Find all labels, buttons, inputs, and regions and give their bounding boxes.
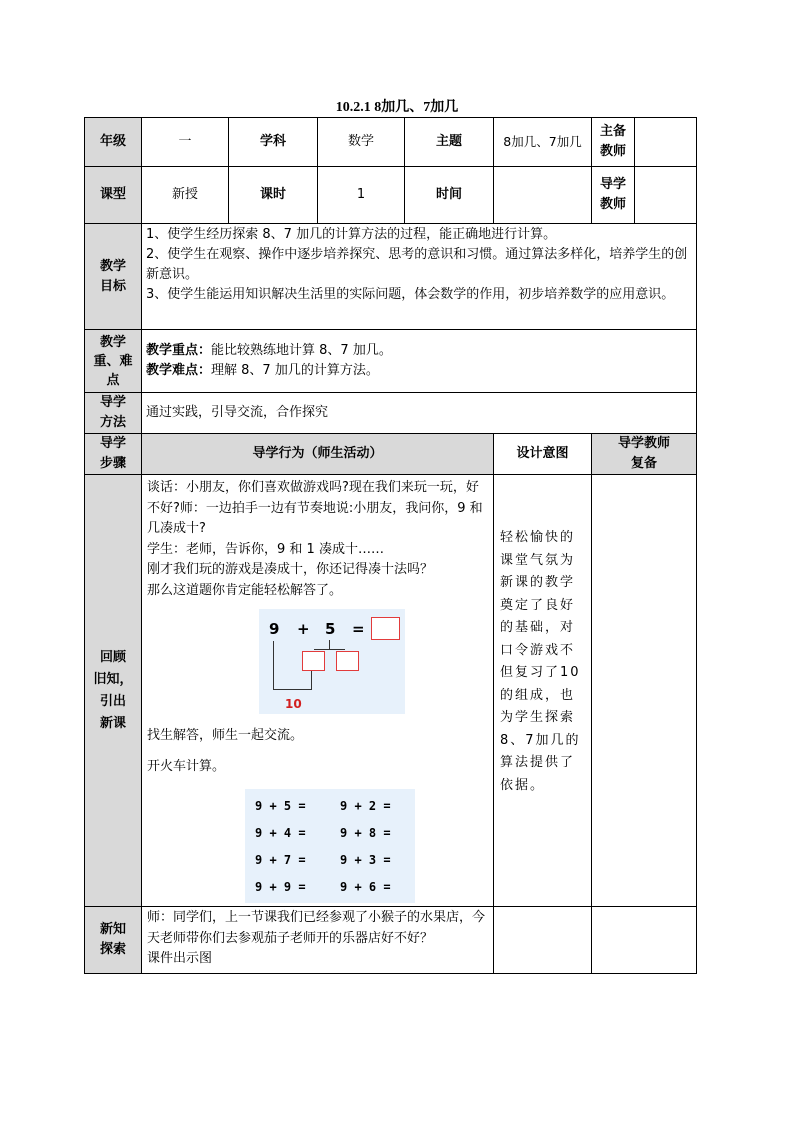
review-line: 谈话：小朋友，你们喜欢做游戏吗?现在我们来玩一玩，好不好?师：一边拍手一边有节奏地说:小朋友，我问你，9 和几凑成十? <box>147 480 483 536</box>
intent-header: 设计意图 <box>494 434 592 475</box>
document-title: 10.2.1 8加几、7加几 <box>335 100 459 115</box>
goal-item: 2、使学生在观察、操作中逐步培养探究、思考的意识和习惯。通过算法多样化，培养学生的创新意识。 <box>146 247 688 282</box>
answer-box <box>371 617 400 640</box>
class-hours-value: 1 <box>318 167 405 224</box>
exercise-item: 9 + 7 = <box>255 852 306 867</box>
newknow-activity <box>142 907 494 974</box>
activity-header: 导学行为（师生活动） <box>142 434 494 475</box>
class-hours-label: 课时 <box>229 167 318 224</box>
grade-label: 年级 <box>85 118 142 167</box>
exercise-row <box>245 873 415 900</box>
newknow-line: 课件出示图 <box>147 951 213 966</box>
split-line <box>314 649 345 650</box>
review-line: 刚才我们玩的游戏是凑成十，你还记得凑十法吗？ <box>147 562 434 577</box>
goals-label: 教学 目标 <box>85 224 142 330</box>
guide-teacher-value <box>635 167 697 224</box>
lead-teacher-value <box>635 118 697 167</box>
exercise-item: 9 + 3 = <box>340 852 391 867</box>
addend-a: 9 <box>269 620 280 638</box>
bracket-line <box>273 689 311 690</box>
focus-label: 教学重点： <box>146 343 212 358</box>
bracket-line <box>273 641 274 689</box>
review-row <box>85 475 697 907</box>
exercise-item: 9 + 2 = <box>340 798 391 813</box>
subject-label: 学科 <box>229 118 318 167</box>
train-exercise <box>245 789 415 903</box>
goal-item: 3、使学生能运用知识解决生活里的实际问题，体会数学的作用，初步培养数学的应用意识。 <box>146 287 675 302</box>
difficulty-text: 理解 8、7 加几的计算方法。 <box>211 363 379 378</box>
equals-sign: = <box>352 620 365 638</box>
info-row-1 <box>85 118 697 167</box>
exercise-row <box>245 846 415 873</box>
time-value <box>494 167 592 224</box>
lead-teacher-label: 主备 教师 <box>592 118 635 167</box>
exercise-item: 9 + 6 = <box>340 879 391 894</box>
review-line: 学生：老师，告诉你，9 和 1 凑成十…… <box>147 541 384 557</box>
keypoints-content <box>142 330 697 393</box>
time-label: 时间 <box>405 167 494 224</box>
focus-text: 能比较熟练地计算 8、7 加几。 <box>211 343 392 358</box>
exercise-row <box>245 819 415 846</box>
method-row <box>85 393 697 434</box>
review-line: 开火车计算。 <box>147 758 226 774</box>
addend-b: 5 <box>325 620 336 638</box>
topic-label: 主题 <box>405 118 494 167</box>
keypoints-label: 教学 重、难 点 <box>85 330 142 393</box>
newknow-row <box>85 907 697 974</box>
review-reprep <box>592 475 697 907</box>
exercise-item: 9 + 5 = <box>255 798 306 813</box>
lesson-plan-table <box>84 117 697 974</box>
newknow-reprep <box>592 907 697 974</box>
newknow-label: 新知 探索 <box>85 907 142 974</box>
lesson-type-value: 新授 <box>142 167 229 224</box>
review-label: 回顾 旧知， 引出 新课 <box>85 475 142 907</box>
goals-row <box>85 224 697 330</box>
review-activity <box>142 475 494 907</box>
guide-teacher-label: 导学 教师 <box>592 167 635 224</box>
exercise-item: 9 + 4 = <box>255 825 306 840</box>
plus-sign: + <box>297 620 310 638</box>
exercise-row <box>245 792 415 819</box>
review-intent: 轻松愉快的课堂气氛为新课的教学奠定了良好的基础，对口令游戏不但复习了10的组成，也为学生探索 8、7加几的算法提供了依据。 <box>494 475 592 907</box>
difficulty-label: 教学难点： <box>146 363 212 378</box>
goals-content <box>142 224 697 330</box>
reprep-header: 导学教师 复备 <box>592 434 697 475</box>
make-ten-diagram <box>259 609 405 714</box>
keypoints-row <box>85 330 697 393</box>
exercise-item: 9 + 8 = <box>340 825 391 840</box>
method-text: 通过实践，引导交流，合作探究 <box>142 393 697 434</box>
steps-label: 导学 步骤 <box>85 434 142 475</box>
grade-value: 一 <box>142 118 229 167</box>
topic-value: 8加几、7加几 <box>494 118 592 167</box>
steps-header-row <box>85 434 697 475</box>
ten-label: 10 <box>285 697 302 711</box>
split-box-left <box>302 651 325 671</box>
lesson-type-label: 课型 <box>85 167 142 224</box>
subject-value: 数学 <box>318 118 405 167</box>
review-line: 找生解答，师生一起交流。 <box>147 728 304 743</box>
newknow-line: 师：同学们，上一节课我们已经参观了小猴子的水果店，今天老师带你们去参观茄子老师开的乐器店好不好？ <box>147 910 486 946</box>
newknow-intent <box>494 907 592 974</box>
goal-item: 1、使学生经历探索 8、7 加几的计算方法的过程，能正确地进行计算。 <box>146 227 557 242</box>
review-line: 那么这道题你肯定能轻松解答了。 <box>147 582 343 598</box>
exercise-item: 9 + 9 = <box>255 879 306 894</box>
bracket-line <box>311 671 312 690</box>
info-row-2 <box>85 167 697 224</box>
method-label: 导学 方法 <box>85 393 142 434</box>
split-line <box>329 640 330 649</box>
split-box-right <box>336 651 359 671</box>
